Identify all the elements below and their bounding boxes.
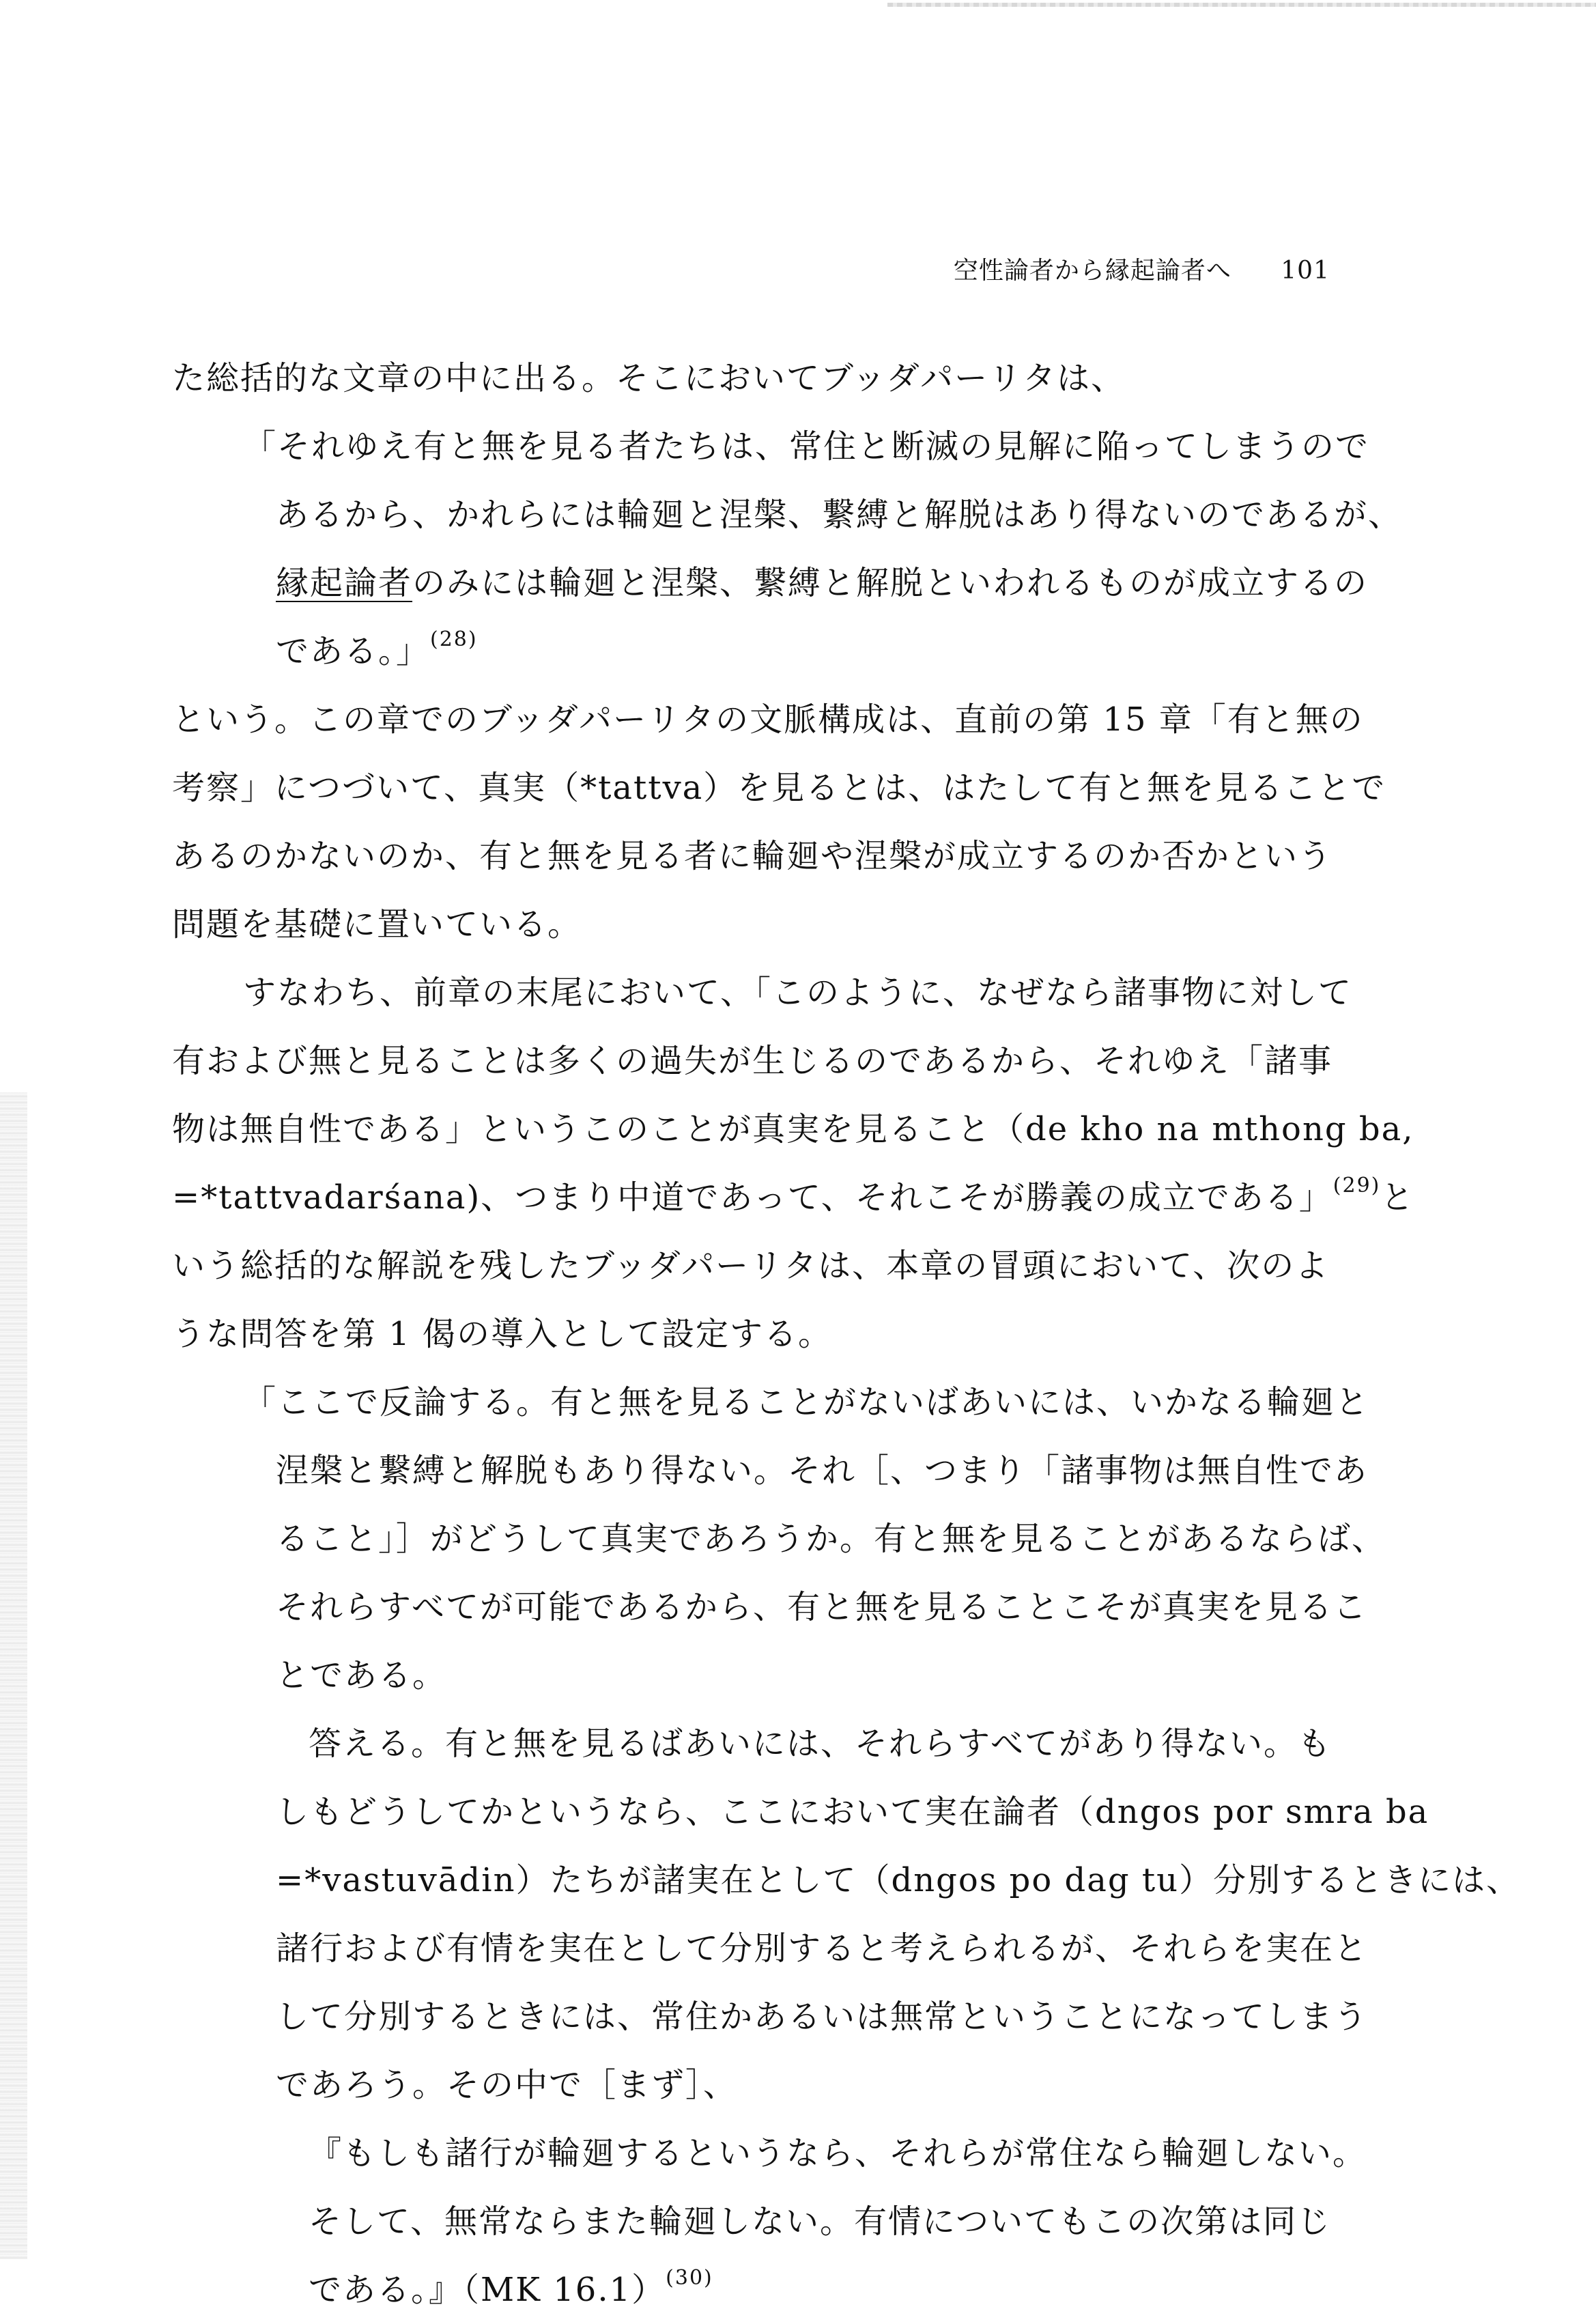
text-line: た総括的な文章の中に出る。そこにおいてブッダパーリタは、 <box>172 359 1126 397</box>
quote-line <box>172 549 1369 617</box>
text-line: 物は無自性である」というこのことが真実を見ること（de kho na mthong ba, <box>172 1110 1414 1148</box>
quote-line: 「それゆえ有と無を見る者たちは、常住と断滅の見解に陥ってしまうので <box>243 427 1370 466</box>
verse-line: そして、無常ならまた輪廻しない。有情についてもこの次第は同じ <box>309 2202 1332 2241</box>
quote-end-text: である。」 <box>276 632 431 670</box>
quote-line: とである。 <box>276 1656 447 1695</box>
quote-line-rest: のみには輪廻と涅槃、繋縛と解脱といわれるものが成立するの <box>412 564 1369 602</box>
page-number: 101 <box>1281 257 1330 285</box>
text-line: うな問答を第 1 偈の導入として設定する。 <box>172 1315 833 1353</box>
quote-line: =*vastuvādin）たちが諸実在として（dngos po dag tu）分別するときには、 <box>276 1861 1521 1899</box>
footnote-ref: (28) <box>430 627 478 651</box>
quote-line: あるから、かれらには輪廻と涅槃、繋縛と解脱はあり得ないのであるが、 <box>276 496 1403 534</box>
quote-line: であろう。その中で［まず］、 <box>276 2066 738 2104</box>
quote-line: それらすべてが可能であるから、有と無を見ることこそが真実を見るこ <box>276 1588 1368 1626</box>
text-line <box>172 1163 1415 1232</box>
verse-line: 『もしも諸行が輪廻するというなら、それらが常住なら輪廻しない。 <box>309 2134 1367 2172</box>
quote-line: 「ここで反論する。有と無を見ることがないばあいには、いかなる輪廻と <box>243 1383 1370 1421</box>
running-head <box>954 251 1330 286</box>
scan-edge-shadow <box>0 1092 27 2259</box>
quote-line <box>172 617 1360 685</box>
quote-line: 諸行および有情を実在として分別すると考えられるが、それらを実在と <box>276 1929 1369 1968</box>
text-line: あるのかないのか、有と無を見る者に輪廻や涅槃が成立するのか否かという <box>172 837 1333 875</box>
footnote-ref: (29) <box>1333 1174 1381 1198</box>
text-segment: と <box>1380 1178 1415 1217</box>
quote-line: して分別するときには、常住かあるいは無常ということになってしまう <box>276 1998 1369 2036</box>
quote-line: しもどうしてかというなら、ここにおいて実在論者（dngos por smra ba <box>276 1793 1429 1831</box>
running-title: 空性論者から縁起論者へ <box>953 257 1231 285</box>
text-line: 問題を基礎に置いている。 <box>172 905 582 944</box>
quote-line: 答える。有と無を見るばあいには、それらすべてがあり得ない。も <box>309 1725 1333 1763</box>
body-text <box>172 344 1521 2324</box>
quote-line: 涅槃と繋縛と解脱もあり得ない。それ［、つまり「諸事物は無自性であ <box>276 1451 1369 1490</box>
footnote-ref: (30) <box>666 2266 713 2290</box>
underlined-term: 縁起論者 <box>276 564 413 602</box>
text-line: 考察」につづいて、真実（*tattva）を見るとは、はたして有と無を見ることで <box>172 769 1386 807</box>
text-line: という。この章でのブッダパーリタの文脈構成は、直前の第 15 章「有と無の <box>172 700 1364 739</box>
scan-top-edge <box>887 3 1596 7</box>
paragraph-start: すなわち、前章の末尾において、「このように、なぜなら諸事物に対して <box>243 974 1353 1012</box>
text-line: 有および無と見ることは多くの過失が生じるのであるから、それゆえ「諸事 <box>172 1042 1333 1080</box>
text-line: いう総括的な解説を残したブッダパーリタは、本章の冒頭において、次のよ <box>172 1247 1330 1285</box>
verse-end-text: である。』（MK 16.1） <box>309 2271 666 2309</box>
verse-line <box>172 2256 1360 2324</box>
text-segment: =*tattvadarśana)、つまり中道であって、それこそが勝義の成立である」 <box>172 1178 1333 1217</box>
quote-line: ること」］がどうして真実であろうか。有と無を見ることがあるならば、 <box>276 1520 1386 1558</box>
